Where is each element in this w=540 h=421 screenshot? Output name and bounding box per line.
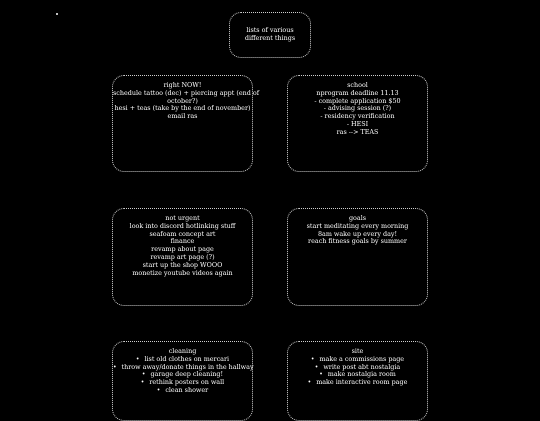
list-item: • list old clothes on mercari xyxy=(113,356,252,364)
node-text-line: schedule tattoo (dec) + piercing appt (end of xyxy=(113,88,260,97)
node-text-line: - complete application $50 xyxy=(314,96,401,105)
node-text-line: start up the shop WOOO xyxy=(142,260,223,269)
node-goals[interactable] xyxy=(287,208,428,306)
node-title: site xyxy=(351,347,364,355)
node-text-line: revamp about page xyxy=(151,245,214,254)
node-text-line: - advising session (?) xyxy=(323,104,392,113)
node-school[interactable] xyxy=(287,75,428,172)
node-text-line: different things xyxy=(244,33,296,42)
bullet-list xyxy=(113,356,252,395)
node-text-line: october?) xyxy=(167,96,198,105)
list-item: • make a commissions page xyxy=(288,356,427,364)
list-item: • make interactive room page xyxy=(288,379,427,387)
node-text-line: reach fitness goals by summer xyxy=(308,237,407,246)
canvas-dot xyxy=(56,13,58,15)
node-text-line: seafoam concept art xyxy=(149,229,216,238)
list-item: • clean shower xyxy=(113,387,252,395)
list-item: • write post abt nostalgia xyxy=(288,364,427,372)
node-title: cleaning xyxy=(168,347,197,355)
node-text-line: ras --> TEAS xyxy=(336,127,379,136)
node-text-line: start meditating every morning xyxy=(306,221,409,230)
node-text-line: email ras xyxy=(167,112,198,121)
node-text-line: - HESI xyxy=(346,119,369,128)
node-cleaning[interactable] xyxy=(112,341,253,421)
node-title: right NOW! xyxy=(163,81,202,89)
node-site[interactable] xyxy=(287,341,428,421)
node-text-line: - residency verification xyxy=(320,112,395,121)
node-text-line: nprogram deadline 11.13 xyxy=(316,88,399,97)
list-item: • throw away/donate things in the hallway xyxy=(113,364,252,372)
list-item: • garage deep cleaning! xyxy=(113,371,252,379)
node-text-line: revamp art page (?) xyxy=(150,252,215,261)
node-title: not urgent xyxy=(165,214,200,222)
node-title: school xyxy=(347,81,368,89)
list-item: • rethink posters on wall xyxy=(113,379,252,387)
node-text-line: monetize youtube videos again xyxy=(132,268,233,277)
list-item: • make nostalgia room xyxy=(288,371,427,379)
node-not-urgent[interactable] xyxy=(112,208,253,306)
node-text-line: 8am wake up every day! xyxy=(317,229,398,238)
node-text-line: finance xyxy=(170,237,195,246)
node-right-now[interactable] xyxy=(112,75,260,172)
node-text-line: look into discord hotlinking stuff xyxy=(129,221,236,230)
node-title: goals xyxy=(348,214,367,222)
node-text-line: hesi + teas (take by the end of november) xyxy=(114,104,251,113)
node-text-line: lists of various xyxy=(246,26,294,34)
bullet-list xyxy=(288,356,427,387)
node-root-lists[interactable] xyxy=(229,12,311,58)
